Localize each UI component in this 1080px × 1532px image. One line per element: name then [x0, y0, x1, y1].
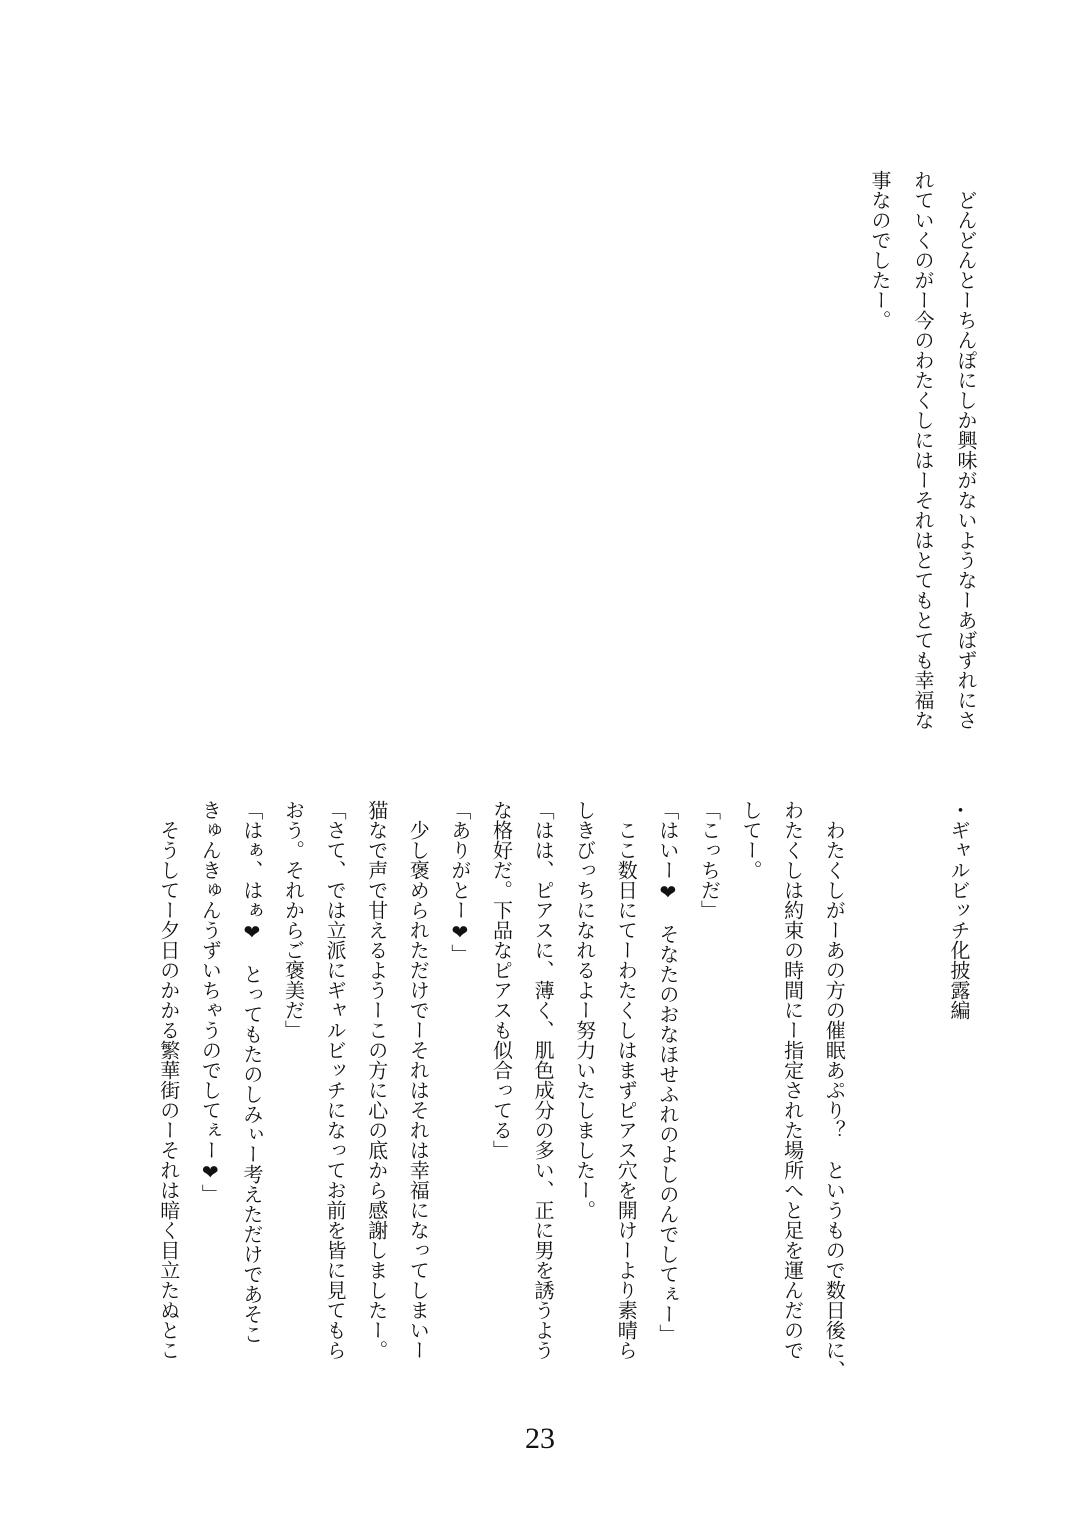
text-line: な格好だ。下品なピアスも似合ってる」 [489, 800, 514, 1160]
text-line: ここ数日にてーわたくしはまずピアス穴を開けーより素晴ら [614, 800, 639, 1360]
text-line: わたくしがーあの方の催眠あぷり？ というもので数日後に、 [822, 800, 847, 1380]
text-line: おう。それからご褒美だ」 [281, 800, 306, 1040]
text-line: 「はぁ、はぁ❤ とってもたのしみぃー考えただけであそこ [239, 800, 264, 1344]
section-heading: ・ギャルビッチ化披露編 [947, 800, 971, 1020]
text-line: 少し褒められただけでーそれはそれは幸福になってしまいー [406, 800, 431, 1360]
text-line: わたくしは約束の時間にー指定された場所へと足を運んだので [780, 800, 805, 1360]
text-line: 「はは、ピアスに、薄く、肌色成分の多い、正に男を誘うよう [531, 800, 556, 1360]
page-number: 23 [525, 1422, 555, 1455]
text-line: してー。 [739, 800, 764, 880]
text-line: しきびっちになれるよー努力いたしましたー。 [572, 800, 597, 1220]
text-line: 「さて、では立派にギャルビッチになってお前を皆に見てもら [323, 800, 348, 1360]
text-line: 「こっちだ」 [697, 800, 722, 920]
text-line: そうしてー夕日のかかる繁華街のーそれは暗く目立たぬとこ [156, 800, 181, 1360]
text-line: 猫なで声で甘えるようーこの方に心の底から感謝しましたー。 [364, 800, 389, 1360]
text-line: 「はいー❤ そなたのおなほせふれのよしのんでしてぇー」 [655, 800, 680, 1344]
text-line: どんどんとーちんぽにしか興味がないようなーあばずれにさ [954, 170, 978, 730]
text-line: れていくのがー今のわたくしにはーそれはとてもとても幸福な [911, 170, 935, 730]
top-passage [858, 170, 987, 745]
blank-line [896, 800, 938, 1375]
text-line: きゅんきゅんうずいちゃうのでしてぇー❤」 [198, 800, 223, 1204]
text-line: 「ありがとー❤」 [447, 800, 472, 964]
blank-line [854, 800, 896, 1375]
section-passage [147, 800, 979, 1380]
text-line: 事なのでしたー。 [868, 170, 892, 330]
